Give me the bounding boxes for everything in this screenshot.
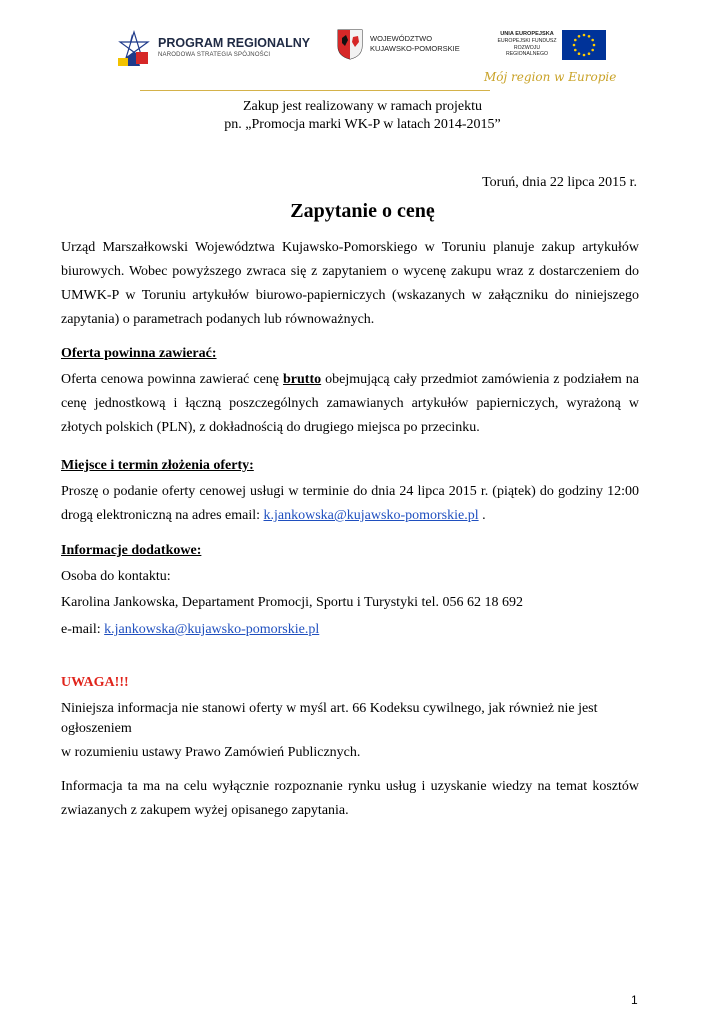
warning-heading: UWAGA!!! (61, 675, 129, 690)
brutto-emphasis: brutto (283, 372, 322, 387)
warning-note: Informacja ta ma na celu wyłącznie rozpoznanie rynku usług i uzyskanie wiedzy na temat kosztów zwiazanych z zakupem wyżej opisanego zapytania. (61, 779, 639, 818)
page-number: 1 (631, 993, 638, 1007)
warning-line-3: w rozumieniu ustawy Prawo Zamówień Publicznych. (61, 745, 361, 760)
contact-label: Osoba do kontaktu: (61, 569, 171, 584)
eu-fund-text: UNIA EUROPEJSKA EUROPEJSKI FUNDUSZ ROZWOJU REGIONALNEGO (497, 31, 557, 58)
warning-line-2: ogłoszeniem (61, 721, 132, 736)
intro-paragraph: Urząd Marszałkowski Województwa Kujawsko-Pomorskiego w Toruniu planuje zakup artykułów biurowych. Wobec powyższego zwraca się z zapytaniem o wycenę zakupu wraz z dostarczeniem do UMWK-P w Toruniu artykułów biurowo-papierniczych (wskazanych w załączniku do niniejszego zapytania) o parametrach podanych lub równoważnych. (61, 240, 639, 327)
eu-logo (496, 28, 608, 62)
deadline-paragraph: Proszę o podanie oferty cenowej usługi w terminie do dnia 24 lipca 2015 r. (piątek) do godziny 12:00 drogą elektroniczną na adres email: k.jankowska@kujawsko-pomorskie.pl . (61, 484, 639, 523)
contact-details: Karolina Jankowska, Departament Promocji, Sportu i Turystyki tel. 056 62 18 692 (61, 595, 523, 610)
program-regionalny-logo (118, 28, 318, 68)
header-divider (140, 90, 490, 91)
contact-email-link[interactable]: k.jankowska@kujawsko-pomorskie.pl (104, 622, 320, 637)
deadline-email-link[interactable]: k.jankowska@kujawsko-pomorskie.pl (263, 508, 479, 523)
offer-heading: Oferta powinna zawierać: (61, 346, 217, 361)
offer-paragraph: Oferta cenowa powinna zawierać cenę brutto obejmującą cały przedmiot zamówienia z podziałem na cenę jednostkową i łączną poszczególnych zamawianych artykułów papierniczych, wyrażoną w złotych polskich (PLN), z dokładnością do drugiego miejsca po przecinku. (61, 372, 639, 435)
document-title: Zapytanie o cenę (290, 200, 435, 222)
info-heading: Informacje dodatkowe: (61, 543, 202, 558)
document-date: Toruń, dnia 22 lipca 2015 r. (482, 175, 637, 190)
region-motto: Mój region w Europie (484, 70, 617, 84)
coat-of-arms-icon (336, 28, 364, 60)
warning-line-1: Niniejsza informacja nie stanowi oferty w myśl art. 66 Kodeksu cywilnego, jak również nie jest (61, 701, 598, 716)
voivodeship-logo (336, 28, 486, 62)
program-subtitle: NARODOWA STRATEGIA SPÓJNOŚCI (158, 52, 271, 58)
voivodeship-name: WOJEWÓDZTWO KUJAWSKO-POMORSKIE (370, 34, 460, 53)
deadline-heading: Miejsce i termin złożenia oferty: (61, 458, 254, 473)
program-title: PROGRAM REGIONALNY (158, 36, 311, 50)
project-line-2: pn. „Promocja marki WK-P w latach 2014-2015” (224, 117, 501, 132)
project-line-1: Zakup jest realizowany w ramach projektu (242, 99, 483, 114)
eu-flag-icon (562, 30, 606, 60)
nss-star-icon (118, 28, 154, 68)
project-info (0, 98, 725, 134)
contact-email-line: e-mail: k.jankowska@kujawsko-pomorskie.pl (61, 622, 320, 637)
